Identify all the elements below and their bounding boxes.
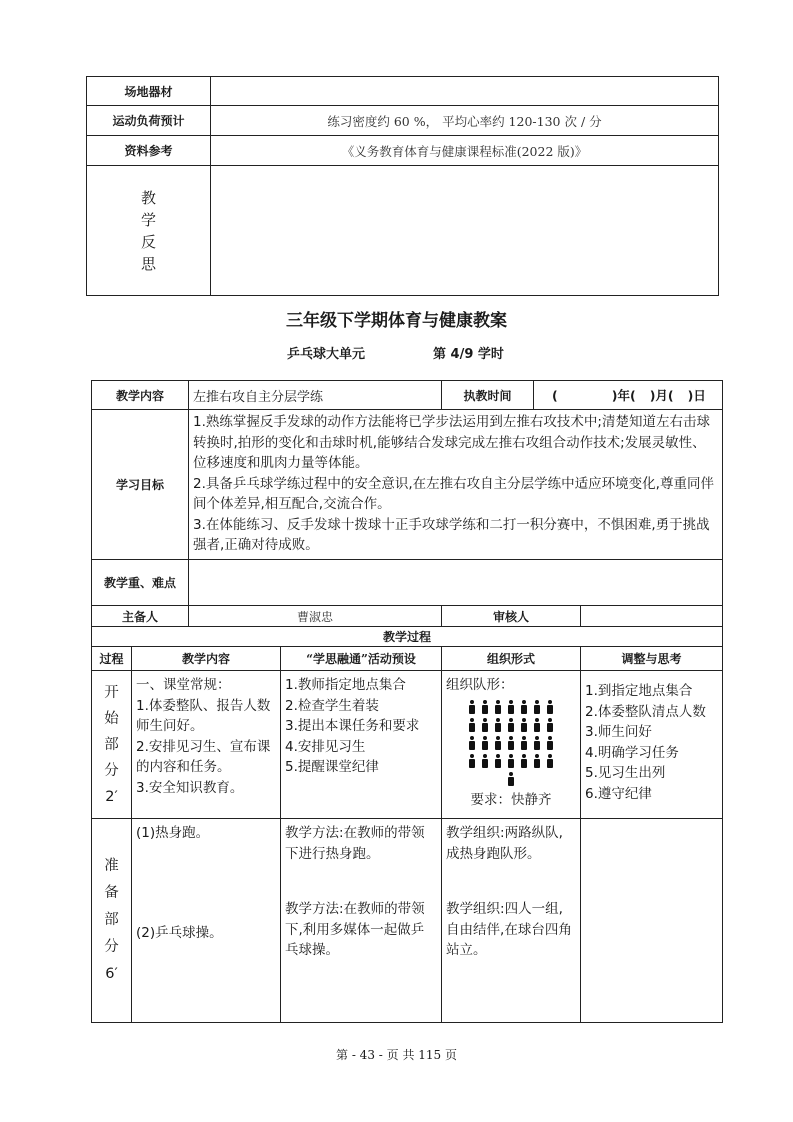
student-figure-icon <box>495 754 501 768</box>
student-figure-icon <box>521 754 527 768</box>
keypoints-value <box>189 560 723 606</box>
date-label: 执教时间 <box>442 381 534 410</box>
reflection-label <box>87 166 211 296</box>
start-content-line: 师生问好。 <box>136 718 204 734</box>
student-figure-icon <box>508 736 514 750</box>
start-content-line: 1.体委整队、报告人数 <box>136 697 271 714</box>
student-figure-icon <box>469 700 475 714</box>
header-content: 教学内容 <box>132 647 281 671</box>
header-organization: 组织形式 <box>442 647 581 671</box>
start-reflection-line: 3.师生问好 <box>585 724 652 740</box>
stage-start-label <box>92 671 132 819</box>
goal-item: 3.在体能练习、反手发球十拨球十正手攻球学练和二打一积分赛中，不惧困难,勇于挑战强者,正确对待成败。 <box>193 516 710 553</box>
stage-char: 始 <box>104 710 119 727</box>
student-figure-icon <box>482 700 488 714</box>
prep-item1-method: 教学方法:在教师的带领下进行热身跑。 <box>285 825 425 862</box>
start-content-line: 2.安排见习生、宣布课 <box>136 738 271 755</box>
page-footer: 第 - 43 - 页 共 115 页 <box>336 1048 457 1062</box>
stage-char: 2′ <box>105 788 118 805</box>
start-reflection <box>581 671 723 819</box>
student-figure-icon <box>534 700 540 714</box>
prep-item1-content: (1)热身跑。 <box>136 825 210 841</box>
content-value: 左推右攻自主分层学练 <box>189 381 442 410</box>
student-figure-icon <box>547 700 553 714</box>
formation-diagram <box>446 700 576 786</box>
student-figure-icon <box>534 718 540 732</box>
venue-value <box>211 77 719 106</box>
student-figure-icon <box>547 736 553 750</box>
period-number: 第 4/9 学时 <box>433 347 504 362</box>
reflection-char: 教 <box>140 188 156 207</box>
start-reflection-line: 6.遵守纪律 <box>585 785 652 802</box>
start-reflection-line: 2.体委整队清点人数 <box>585 703 706 720</box>
start-content-line: 一、课堂常规： <box>136 677 231 693</box>
formation-row <box>446 736 576 750</box>
preparer-value: 曹淑忠 <box>189 606 442 627</box>
start-reflection-line: 1.到指定地点集合 <box>585 683 693 699</box>
teacher-figure-icon <box>508 772 514 786</box>
student-figure-icon <box>534 754 540 768</box>
reflection-char: 反 <box>140 232 156 251</box>
student-figure-icon <box>534 736 540 750</box>
student-figure-icon <box>521 718 527 732</box>
start-content-line: 3.安全知识教育。 <box>136 779 244 796</box>
reflection-value <box>211 166 719 296</box>
content-label: 教学内容 <box>92 381 189 410</box>
date-year: )年( <box>611 388 636 403</box>
start-activity-line: 5.提醒课堂纪律 <box>285 759 379 775</box>
stage-char: 备 <box>104 885 119 901</box>
page-title: 三年级下学期体育与健康教案 <box>286 311 507 331</box>
load-value: 练习密度约 60 %， 平均心率约 120-130 次 / 分 <box>211 106 719 136</box>
start-reflection-line: 4.明确学习任务 <box>585 744 679 761</box>
reviewer-value <box>581 606 723 627</box>
student-figure-icon <box>547 754 553 768</box>
unit-name: 乒乓球大单元 <box>287 347 366 362</box>
stage-char: 部 <box>104 912 119 928</box>
student-figure-icon <box>547 718 553 732</box>
prep-organization <box>442 819 581 1023</box>
formation-row <box>446 754 576 768</box>
keypoints-label: 教学重、难点 <box>92 560 189 606</box>
student-figure-icon <box>469 718 475 732</box>
formation-row <box>446 718 576 732</box>
stage-char: 分 <box>104 762 119 779</box>
reviewer-label: 审核人 <box>442 606 581 627</box>
org-title: 组织队形： <box>446 677 514 693</box>
start-activity-line: 1.教师指定地点集合 <box>285 677 406 693</box>
goals-value <box>189 410 723 560</box>
student-figure-icon <box>508 754 514 768</box>
preparer-label: 主备人 <box>92 606 189 627</box>
goals-label: 学习目标 <box>92 410 189 560</box>
stage-char: 部 <box>104 736 119 753</box>
student-figure-icon <box>469 736 475 750</box>
prep-content <box>132 819 281 1023</box>
stage-char: 开 <box>104 684 119 701</box>
org-requirement: 要求：快静齐 <box>470 791 552 808</box>
reference-label: 资料参考 <box>87 136 211 166</box>
student-figure-icon <box>482 736 488 750</box>
prep-item2-content: (2)乒乓球操。 <box>136 925 223 941</box>
student-figure-icon <box>482 754 488 768</box>
start-content <box>132 671 281 819</box>
date-day: )日 <box>687 388 706 403</box>
stage-prep-label <box>92 819 132 1023</box>
date-open: ( <box>552 388 558 403</box>
prep-item2-method: 教学方法:在教师的带领下,利用多媒体一起做乒乓球操。 <box>285 901 425 958</box>
start-activities <box>281 671 442 819</box>
date-month: )月( <box>649 388 674 403</box>
header-activity: “学思融通”活动预设 <box>281 647 442 671</box>
goal-item: 2.具备乒乓球学练过程中的安全意识,在左推右攻自主分层学练中适应环境变化,尊重同伴间个体差异,相互配合,交流合作。 <box>193 475 714 512</box>
student-figure-icon <box>495 700 501 714</box>
student-figure-icon <box>495 718 501 732</box>
student-figure-icon <box>495 736 501 750</box>
top-info-table <box>86 76 719 296</box>
start-organization <box>442 671 581 819</box>
header-stage: 过程 <box>92 647 132 671</box>
goal-item: 1.熟练掌握反手发球的动作方法能将已学步法运用到左推右攻技术中;清楚知道左右击球转换时,拍形的变化和击球时机,能够结合发球完成左推右攻组合动作技术;发展灵敏性、位移速度和肌肉力量等体能。 <box>193 414 710 471</box>
reflection-char: 思 <box>140 254 156 273</box>
header-reflection: 调整与思考 <box>581 647 723 671</box>
venue-label: 场地器材 <box>87 77 211 106</box>
student-figure-icon <box>469 754 475 768</box>
reflection-char: 学 <box>140 210 156 229</box>
formation-row <box>446 700 576 714</box>
stage-char: 6′ <box>105 966 118 982</box>
lesson-plan-table <box>91 380 723 1023</box>
stage-char: 分 <box>104 939 119 955</box>
student-figure-icon <box>508 718 514 732</box>
student-figure-icon <box>508 700 514 714</box>
start-reflection-line: 5.见习生出列 <box>585 765 666 781</box>
start-content-line: 的内容和任务。 <box>136 759 231 775</box>
prep-reflection <box>581 819 723 1023</box>
date-value <box>534 381 723 410</box>
reference-value: 《义务教育体育与健康课程标准(2022 版)》 <box>211 136 719 166</box>
student-figure-icon <box>521 700 527 714</box>
start-activity-line: 3.提出本课任务和要求 <box>285 718 420 734</box>
prep-method <box>281 819 442 1023</box>
stage-char: 准 <box>104 858 119 874</box>
start-activity-line: 2.检查学生着装 <box>285 697 379 714</box>
start-activity-line: 4.安排见习生 <box>285 738 366 755</box>
load-label: 运动负荷预计 <box>87 106 211 136</box>
student-figure-icon <box>521 736 527 750</box>
process-label: 教学过程 <box>92 627 723 647</box>
prep-item2-org: 教学组织:四人一组,自由结伴,在球台四角站立。 <box>446 901 572 958</box>
teacher-row <box>446 772 576 786</box>
prep-item1-org: 教学组织:两路纵队,成热身跑队形。 <box>446 825 563 862</box>
student-figure-icon <box>482 718 488 732</box>
